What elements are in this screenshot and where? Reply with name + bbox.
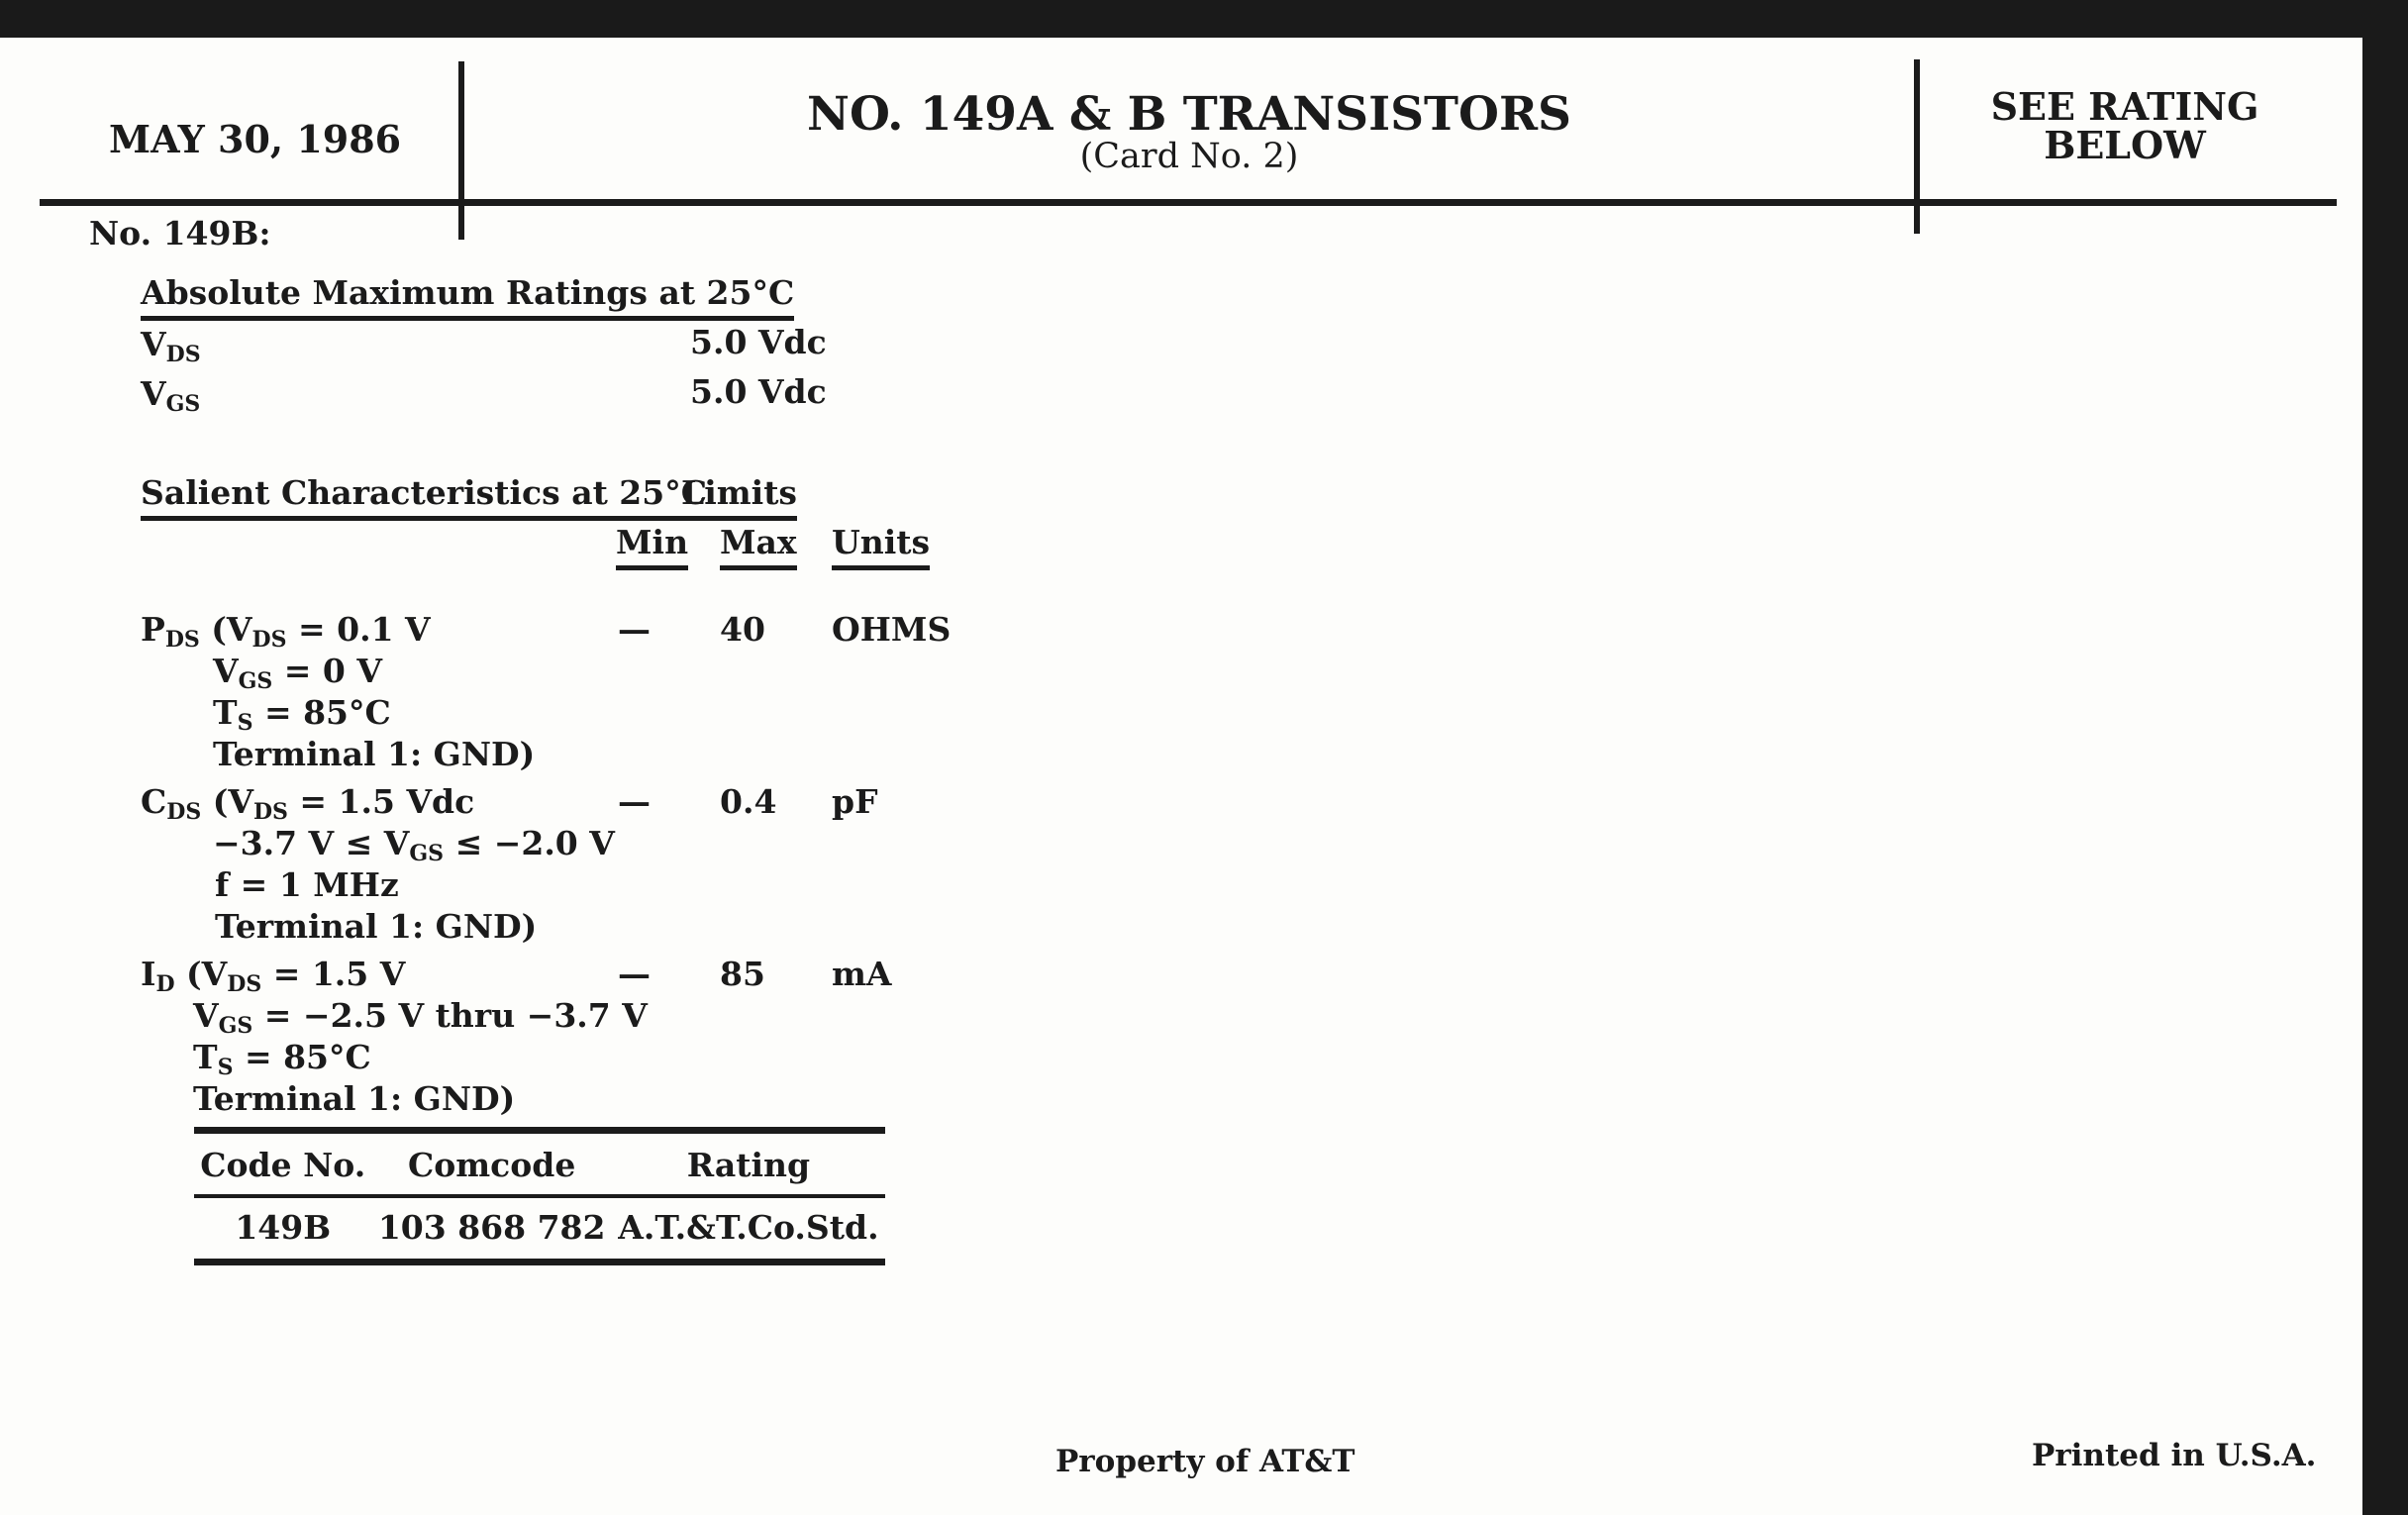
id-condition-vgs: $V_{GS} = -2.5$ V thru −3.7 V	[193, 996, 648, 1039]
cds-min: —	[618, 782, 651, 821]
id-max: 85	[720, 955, 765, 993]
salient-heading: Salient Characteristics at 25°C	[141, 473, 707, 521]
id-units: mA	[832, 955, 892, 993]
abs-max-vds-symbol: $V_{DS}$	[141, 325, 201, 367]
cds-max: 0.4	[720, 782, 777, 821]
property-footer: Property of AT&T	[1055, 1444, 1355, 1479]
pds-condition-ts: $T_S = 85^\circ C$	[213, 693, 391, 736]
cds-condition-frequency: f = 1 MHz	[215, 865, 399, 904]
rating-header: Rating	[612, 1131, 885, 1197]
code-no-cell: 149B	[194, 1196, 371, 1262]
cds-condition-terminal: Terminal 1: GND)	[215, 907, 538, 946]
pds-condition-terminal: Terminal 1: GND)	[213, 735, 536, 773]
cds-parameter: $C_{DS}$ ($V_{DS} = 1.5$ Vdc	[141, 782, 475, 825]
comcode-header: Comcode	[371, 1131, 611, 1197]
rating-note	[1921, 84, 2329, 167]
abs-max-heading: Absolute Maximum Ratings at 25°C	[141, 273, 794, 321]
abs-max-vgs-value: 5.0 Vdc	[690, 372, 827, 411]
table-row	[194, 1196, 885, 1262]
id-condition-ts: $T_S = 85^\circ C$	[193, 1038, 371, 1080]
max-column-heading: Max	[720, 523, 797, 570]
min-column-heading: Min	[616, 523, 688, 570]
card-title: NO. 149A & B TRANSISTORS	[807, 87, 1571, 142]
rating-note-line2: BELOW	[2044, 123, 2206, 167]
id-parameter: $I_D$ ($V_{DS} = 1.5$ V	[141, 955, 406, 997]
code-table	[194, 1127, 885, 1265]
abs-max-vds-value: 5.0 Vdc	[690, 323, 827, 361]
header-divider-right	[1914, 59, 1920, 234]
rating-note-line1: SEE RATING	[1990, 84, 2259, 129]
id-condition-terminal: Terminal 1: GND)	[193, 1079, 516, 1118]
code-no-header: Code No.	[194, 1131, 371, 1197]
abs-max-vgs-symbol: $V_{GS}$	[141, 374, 201, 417]
pds-min: —	[618, 610, 651, 649]
section-label: No. 149B:	[89, 214, 271, 252]
cds-condition-vgs: −3.7 $V \le V_{GS} \le -2.0$ V	[213, 824, 615, 866]
card-subtitle: (Card No. 2)	[1079, 137, 1299, 176]
pds-condition-vgs: $V_{GS} = 0$ V	[213, 652, 382, 694]
rating-cell: A.T.&T.Co.Std.	[612, 1196, 885, 1262]
pds-units: OHMS	[832, 610, 952, 649]
units-column-heading: Units	[832, 523, 930, 570]
header-underline	[40, 199, 2337, 206]
pds-max: 40	[720, 610, 765, 649]
card-date: MAY 30, 1986	[109, 117, 402, 161]
limits-heading: Limits	[681, 473, 797, 521]
code-table-header-row	[194, 1131, 885, 1197]
cds-units: pF	[832, 782, 878, 821]
reference-card	[0, 38, 2362, 1515]
comcode-cell: 103 868 782	[371, 1196, 611, 1262]
id-min: —	[618, 955, 651, 993]
printed-footer: Printed in U.S.A.	[2032, 1438, 2317, 1473]
pds-parameter: $P_{DS}$ ($V_{DS} = 0.1$ V	[141, 610, 431, 653]
